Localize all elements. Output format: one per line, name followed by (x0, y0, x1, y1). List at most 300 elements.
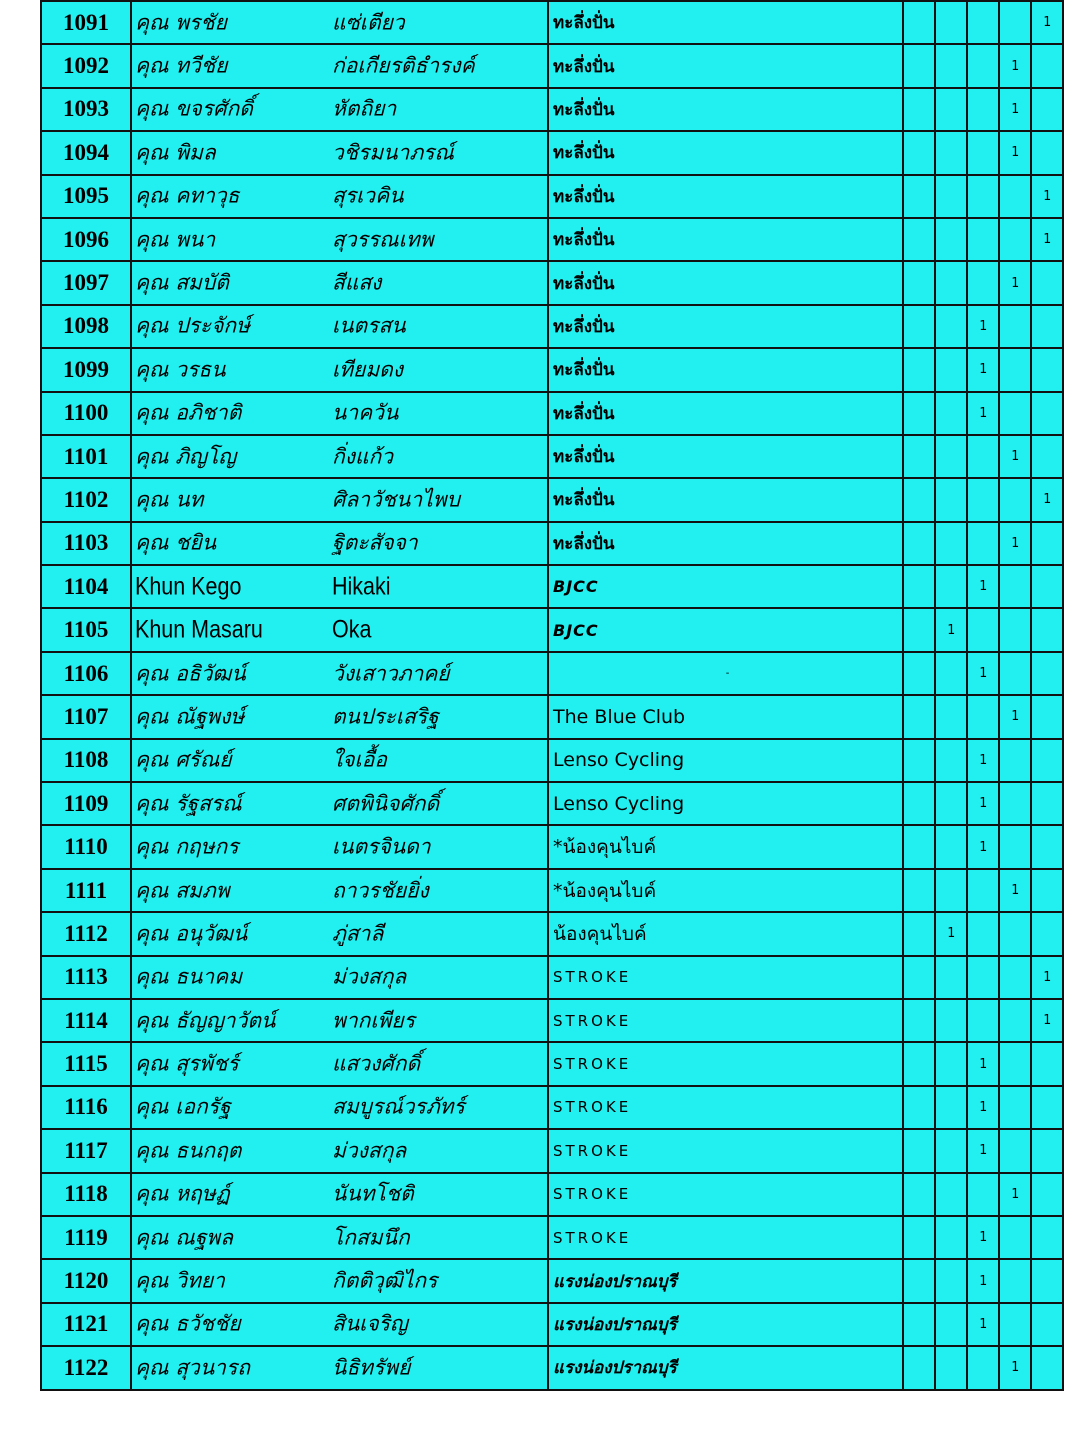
first-name: คุณ ณฐพล (135, 1225, 233, 1250)
rider-name-cell (131, 88, 548, 131)
category-flag (935, 869, 967, 912)
table-row (41, 1259, 1063, 1302)
category-flag (967, 175, 999, 218)
category-flag: 1 (967, 565, 999, 608)
category-flag (935, 999, 967, 1042)
rider-name-cell (131, 869, 548, 912)
team-name: แรงน่องปราณบุรี (548, 1346, 903, 1389)
bib-number: 1112 (41, 912, 131, 955)
category-flag: 1 (967, 392, 999, 435)
category-flag (935, 565, 967, 608)
table-row (41, 1, 1063, 44)
rider-name-cell (131, 1303, 548, 1346)
bib-number: 1119 (41, 1216, 131, 1259)
rider-name-cell (131, 608, 548, 651)
category-flag (935, 305, 967, 348)
category-flag: 1 (967, 739, 999, 782)
category-flag (999, 912, 1031, 955)
first-name: คุณ นท (135, 487, 204, 512)
last-name: ฐิตะสัจจา (332, 530, 418, 555)
first-name: คุณ ธัญญาวัตน์ (135, 1008, 276, 1033)
first-name: คุณ สุวนารถ (135, 1355, 250, 1380)
category-flag: 1 (1031, 1, 1063, 44)
bib-number: 1098 (41, 305, 131, 348)
bib-number: 1100 (41, 392, 131, 435)
table-row (41, 1042, 1063, 1085)
first-name: คุณ วิทยา (135, 1268, 225, 1293)
category-flag (967, 695, 999, 738)
category-flag (935, 348, 967, 391)
last-name: พากเพียร (332, 1008, 415, 1033)
first-name: คุณ สมบัติ (135, 270, 229, 295)
bib-number: 1106 (41, 652, 131, 695)
category-flag (1031, 131, 1063, 174)
rider-name-cell (131, 392, 548, 435)
category-flag (903, 522, 935, 565)
category-flag (1031, 825, 1063, 868)
last-name: ตนประเสริฐ (332, 704, 439, 729)
category-flag (903, 348, 935, 391)
last-name: กิตติวุฒิไกร (332, 1268, 438, 1293)
category-flag (967, 44, 999, 87)
team-name: แรงน่องปราณบุรี (548, 1259, 903, 1302)
table-row (41, 869, 1063, 912)
category-flag: 1 (967, 1216, 999, 1259)
category-flag: 1 (999, 131, 1031, 174)
category-flag: 1 (999, 435, 1031, 478)
last-name: เนตรสน (332, 313, 406, 338)
first-name: คุณ กฤษกร (135, 834, 239, 859)
category-flag (999, 1086, 1031, 1129)
table-row (41, 999, 1063, 1042)
category-flag: 1 (1031, 478, 1063, 521)
category-flag (903, 175, 935, 218)
first-name: คุณ อธิวัฒน์ (135, 661, 246, 686)
team-name: The Blue Club (548, 695, 903, 738)
table-row (41, 1086, 1063, 1129)
team-name: ทะลึ่งปั่น (548, 1, 903, 44)
last-name: ศิลาวัชนาไพบ (332, 487, 460, 512)
rider-name-cell (131, 1346, 548, 1389)
category-flag (1031, 261, 1063, 304)
category-flag (1031, 1042, 1063, 1085)
category-flag (935, 1303, 967, 1346)
category-flag (903, 608, 935, 651)
category-flag (903, 652, 935, 695)
category-flag (903, 869, 935, 912)
table-row (41, 175, 1063, 218)
last-name: สมบูรณ์วรภัทร์ (332, 1094, 465, 1119)
bib-number: 1111 (41, 869, 131, 912)
first-name: คุณ วรธน (135, 357, 226, 382)
category-flag (1031, 869, 1063, 912)
first-name: คุณ ธนกฤต (135, 1138, 242, 1163)
category-flag (999, 608, 1031, 651)
first-name: คุณ อภิชาติ (135, 400, 242, 425)
category-flag (935, 1216, 967, 1259)
category-flag (903, 782, 935, 825)
category-flag (903, 565, 935, 608)
category-flag (903, 999, 935, 1042)
category-flag (999, 1042, 1031, 1085)
bib-number: 1097 (41, 261, 131, 304)
team-name: - (548, 652, 903, 695)
table-row (41, 522, 1063, 565)
category-flag (999, 218, 1031, 261)
category-flag (903, 825, 935, 868)
first-name: Khun Masaru (135, 615, 263, 644)
team-name: STROKE (548, 956, 903, 999)
first-name: คุณ สุรพัชร์ (135, 1051, 239, 1076)
bib-number: 1092 (41, 44, 131, 87)
first-name: คุณ ศรัณย์ (135, 747, 232, 772)
bib-number: 1108 (41, 739, 131, 782)
last-name: แซ่เตียว (332, 10, 405, 35)
category-flag (1031, 522, 1063, 565)
bib-number: 1109 (41, 782, 131, 825)
table-row (41, 44, 1063, 87)
rider-name-cell (131, 695, 548, 738)
first-name: คุณ ภิญโญ (135, 444, 237, 469)
team-name: Lenso Cycling (548, 739, 903, 782)
bib-number: 1114 (41, 999, 131, 1042)
category-flag (999, 392, 1031, 435)
first-name: คุณ ประจักษ์ (135, 313, 250, 338)
category-flag (999, 305, 1031, 348)
table-row (41, 348, 1063, 391)
table-row (41, 912, 1063, 955)
bib-number: 1122 (41, 1346, 131, 1389)
last-name: นิธิทรัพย์ (332, 1355, 411, 1380)
bib-number: 1096 (41, 218, 131, 261)
table-row (41, 131, 1063, 174)
team-name: ทะลึ่งปั่น (548, 44, 903, 87)
bib-number: 1093 (41, 88, 131, 131)
category-flag (935, 1129, 967, 1172)
category-flag (999, 1216, 1031, 1259)
category-flag (1031, 782, 1063, 825)
category-flag (967, 956, 999, 999)
rider-name-cell (131, 1173, 548, 1216)
category-flag (1031, 435, 1063, 478)
table-row (41, 435, 1063, 478)
category-flag (967, 522, 999, 565)
bib-number: 1103 (41, 522, 131, 565)
table-row (41, 608, 1063, 651)
category-flag (967, 218, 999, 261)
category-flag (1031, 739, 1063, 782)
team-name: STROKE (548, 1129, 903, 1172)
table-row (41, 305, 1063, 348)
team-name: ทะลึ่งปั่น (548, 478, 903, 521)
category-flag (967, 88, 999, 131)
last-name: สุรเวคิน (332, 183, 404, 208)
category-flag (935, 652, 967, 695)
category-flag: 1 (1031, 956, 1063, 999)
category-flag (935, 1042, 967, 1085)
team-name: แรงน่องปราณบุรี (548, 1303, 903, 1346)
rider-name-cell (131, 305, 548, 348)
rider-name-cell (131, 1042, 548, 1085)
category-flag: 1 (967, 652, 999, 695)
last-name: แสวงศักดิ์ (332, 1051, 421, 1076)
last-name: ศตพินิจศักดิ์ (332, 791, 440, 816)
rider-name-cell (131, 131, 548, 174)
rider-name-cell (131, 1086, 548, 1129)
category-flag (967, 435, 999, 478)
category-flag (903, 695, 935, 738)
category-flag (935, 261, 967, 304)
team-name: ทะลึ่งปั่น (548, 392, 903, 435)
category-flag (935, 956, 967, 999)
category-flag (903, 305, 935, 348)
first-name: คุณ ธวัชชัย (135, 1311, 241, 1336)
last-name: ถาวรชัยยิ่ง (332, 878, 429, 902)
table-row (41, 261, 1063, 304)
category-flag (999, 1259, 1031, 1302)
table-row (41, 478, 1063, 521)
rider-name-cell (131, 1259, 548, 1302)
category-flag (935, 392, 967, 435)
category-flag (935, 44, 967, 87)
last-name: หัตถิยา (332, 96, 397, 121)
category-flag: 1 (967, 348, 999, 391)
bib-number: 1102 (41, 478, 131, 521)
last-name: ภู่สาลี (332, 921, 384, 946)
category-flag (1031, 88, 1063, 131)
category-flag (1031, 348, 1063, 391)
team-name: STROKE (548, 999, 903, 1042)
last-name: ใจเอื้อ (332, 747, 387, 772)
category-flag (935, 522, 967, 565)
bib-number: 1118 (41, 1173, 131, 1216)
bib-number: 1101 (41, 435, 131, 478)
category-flag (1031, 1129, 1063, 1172)
category-flag (935, 825, 967, 868)
category-flag (999, 565, 1031, 608)
category-flag (935, 435, 967, 478)
category-flag (1031, 1303, 1063, 1346)
rider-name-cell (131, 44, 548, 87)
bib-number: 1091 (41, 1, 131, 44)
category-flag: 1 (999, 1173, 1031, 1216)
category-flag (1031, 1346, 1063, 1389)
category-flag (935, 1173, 967, 1216)
table-row (41, 825, 1063, 868)
category-flag (903, 1216, 935, 1259)
bib-number: 1110 (41, 825, 131, 868)
category-flag (1031, 652, 1063, 695)
team-name: ทะลึ่งปั่น (548, 522, 903, 565)
category-flag: 1 (999, 869, 1031, 912)
rider-name-cell (131, 1129, 548, 1172)
table-row (41, 392, 1063, 435)
team-name: STROKE (548, 1086, 903, 1129)
category-flag (935, 175, 967, 218)
category-flag: 1 (967, 825, 999, 868)
team-name: ทะลึ่งปั่น (548, 261, 903, 304)
category-flag: 1 (967, 305, 999, 348)
first-name: คุณ พรชัย (135, 10, 227, 35)
category-flag (935, 1086, 967, 1129)
first-name: คุณ ขจรศักดิ์ (135, 96, 253, 121)
bib-number: 1120 (41, 1259, 131, 1302)
category-flag (967, 1, 999, 44)
category-flag (967, 999, 999, 1042)
team-name: ทะลึ่งปั่น (548, 435, 903, 478)
category-flag (935, 88, 967, 131)
last-name: สุวรรณเทพ (332, 227, 434, 252)
category-flag (1031, 1259, 1063, 1302)
category-flag (935, 782, 967, 825)
category-flag (903, 912, 935, 955)
rider-name-cell (131, 999, 548, 1042)
team-name: BJCC (548, 608, 903, 651)
category-flag: 1 (999, 261, 1031, 304)
category-flag (999, 956, 1031, 999)
last-name: Hikaki (332, 572, 391, 601)
category-flag (999, 1, 1031, 44)
rider-name-cell (131, 1, 548, 44)
category-flag (935, 1346, 967, 1389)
category-flag (1031, 305, 1063, 348)
team-name: ทะลึ่งปั่น (548, 348, 903, 391)
team-name: ทะลึ่งปั่น (548, 131, 903, 174)
category-flag: 1 (967, 782, 999, 825)
bib-number: 1104 (41, 565, 131, 608)
team-name: ทะลึ่งปั่น (548, 305, 903, 348)
bib-number: 1115 (41, 1042, 131, 1085)
rider-name-cell (131, 522, 548, 565)
category-flag (903, 435, 935, 478)
table-row (41, 1129, 1063, 1172)
category-flag (999, 652, 1031, 695)
first-name: คุณ ทวีชัย (135, 53, 228, 78)
team-name: BJCC (548, 565, 903, 608)
table-row (41, 218, 1063, 261)
category-flag (903, 1303, 935, 1346)
category-flag (903, 739, 935, 782)
last-name: วชิรมนาภรณ์ (332, 140, 454, 165)
bib-number: 1094 (41, 131, 131, 174)
team-name: ทะลึ่งปั่น (548, 88, 903, 131)
category-flag (999, 782, 1031, 825)
category-flag (1031, 44, 1063, 87)
category-flag: 1 (967, 1259, 999, 1302)
category-flag (903, 88, 935, 131)
registration-table (40, 0, 1064, 1391)
table-row (41, 1346, 1063, 1389)
category-flag (999, 348, 1031, 391)
table-row (41, 782, 1063, 825)
category-flag (935, 739, 967, 782)
bib-number: 1107 (41, 695, 131, 738)
rider-name-cell (131, 175, 548, 218)
category-flag: 1 (999, 1346, 1031, 1389)
category-flag (1031, 392, 1063, 435)
last-name: นาควัน (332, 400, 399, 425)
bib-number: 1117 (41, 1129, 131, 1172)
category-flag (1031, 1086, 1063, 1129)
team-name: น้องคุนไบค์ (548, 912, 903, 955)
category-flag (1031, 1216, 1063, 1259)
category-flag: 1 (999, 88, 1031, 131)
category-flag (999, 1129, 1031, 1172)
category-flag (967, 131, 999, 174)
category-flag (967, 1173, 999, 1216)
category-flag: 1 (967, 1042, 999, 1085)
bib-number: 1113 (41, 956, 131, 999)
last-name: วังเสาวภาคย์ (332, 661, 450, 686)
category-flag (967, 261, 999, 304)
table-row (41, 956, 1063, 999)
category-flag (903, 218, 935, 261)
category-flag (1031, 565, 1063, 608)
table-row (41, 565, 1063, 608)
first-name: คุณ เอกรัฐ (135, 1094, 231, 1119)
last-name: โกสมนึก (332, 1225, 410, 1250)
category-flag: 1 (999, 522, 1031, 565)
category-flag: 1 (1031, 175, 1063, 218)
bib-number: 1105 (41, 608, 131, 651)
first-name: คุณ พนา (135, 227, 216, 252)
first-name: คุณ พิมล (135, 140, 216, 165)
rider-name-cell (131, 218, 548, 261)
category-flag (903, 261, 935, 304)
table-row (41, 652, 1063, 695)
category-flag (935, 1, 967, 44)
category-flag (903, 1259, 935, 1302)
rider-name-cell (131, 825, 548, 868)
rider-name-cell (131, 435, 548, 478)
last-name: สีแสง (332, 270, 382, 295)
table-row (41, 1216, 1063, 1259)
last-name: เทียมดง (332, 357, 404, 382)
rider-name-cell (131, 1216, 548, 1259)
category-flag (935, 218, 967, 261)
category-flag: 1 (935, 608, 967, 651)
category-flag (903, 1086, 935, 1129)
rider-name-cell (131, 478, 548, 521)
category-flag (935, 131, 967, 174)
table-row (41, 1303, 1063, 1346)
category-flag (935, 1259, 967, 1302)
last-name: เนตรจินดา (332, 834, 431, 859)
rider-name-cell (131, 261, 548, 304)
category-flag (903, 1173, 935, 1216)
category-flag: 1 (1031, 999, 1063, 1042)
category-flag (967, 1346, 999, 1389)
category-flag: 1 (1031, 218, 1063, 261)
first-name: คุณ คทาวุธ (135, 183, 240, 208)
category-flag: 1 (999, 44, 1031, 87)
team-name: STROKE (548, 1173, 903, 1216)
category-flag (999, 999, 1031, 1042)
table-body (41, 1, 1063, 1390)
category-flag (1031, 1173, 1063, 1216)
last-name: ม่วงสกุล (332, 1138, 407, 1163)
category-flag (1031, 695, 1063, 738)
category-flag (903, 1042, 935, 1085)
category-flag: 1 (935, 912, 967, 955)
first-name: คุณ สมภพ (135, 878, 230, 902)
table-row (41, 1173, 1063, 1216)
rider-name-cell (131, 782, 548, 825)
table-row (41, 695, 1063, 738)
category-flag: 1 (999, 695, 1031, 738)
category-flag (999, 478, 1031, 521)
category-flag (903, 44, 935, 87)
